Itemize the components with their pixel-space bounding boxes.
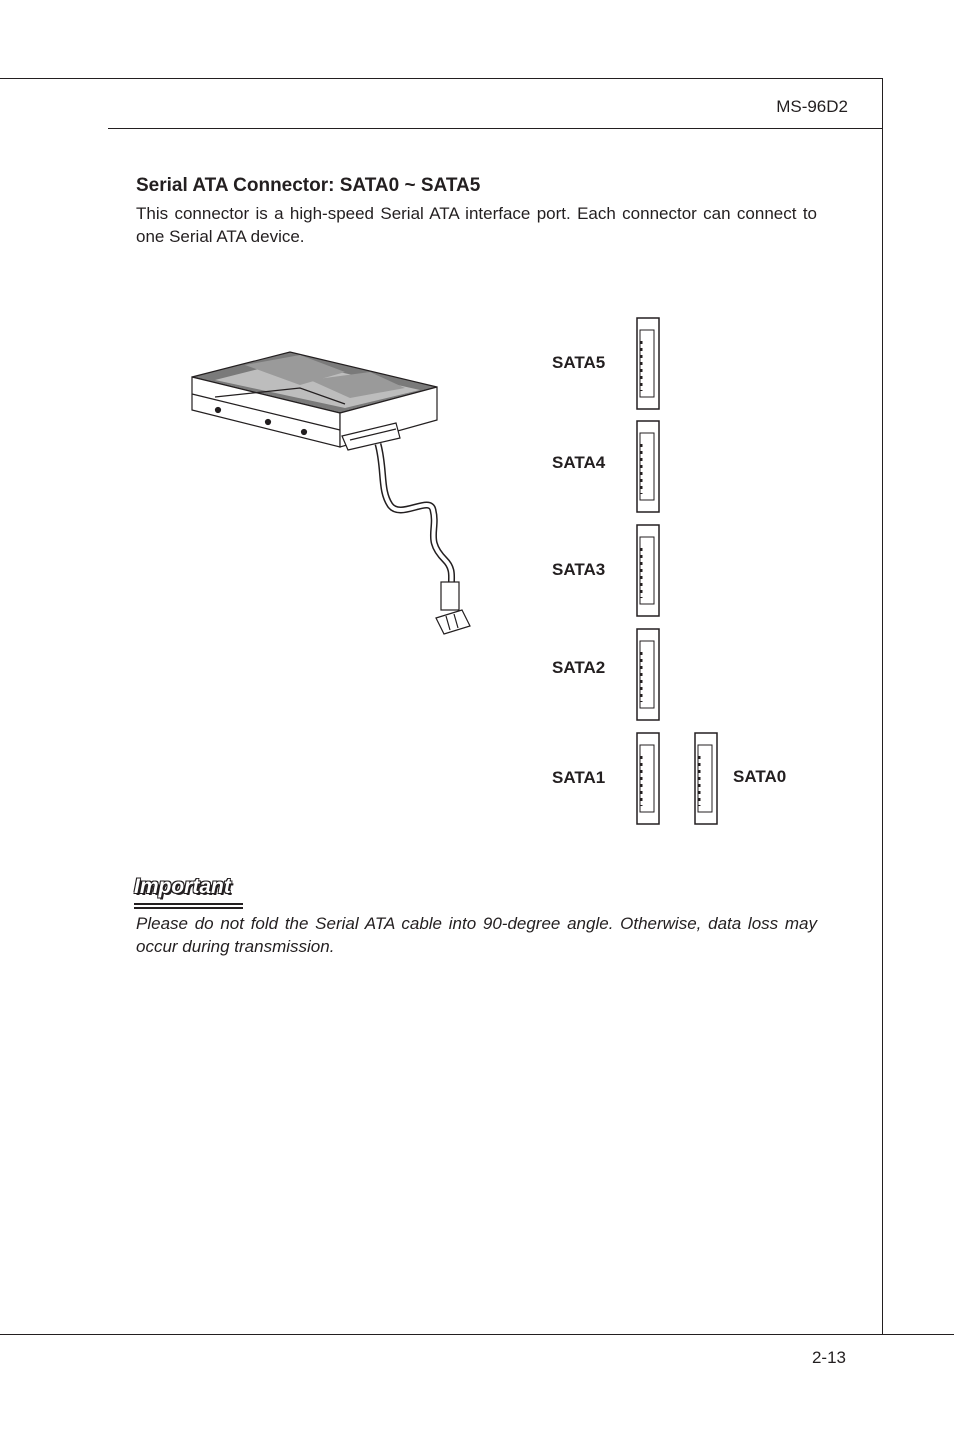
important-badge — [134, 875, 231, 899]
page-number: 2-13 — [811, 1348, 846, 1367]
section-description: This connector is a high-speed Serial ATA interface port. Each connector can connect to one Serial ATA device. — [136, 204, 817, 246]
sata1-label: SATA1 — [552, 768, 606, 787]
important-underline-1 — [134, 903, 243, 905]
model-number: MS-96D2 — [776, 97, 848, 116]
sata4-label: SATA4 — [552, 453, 606, 472]
section-title: Serial ATA Connector: SATA0 ~ SATA5 — [136, 175, 481, 196]
sata2-connector — [637, 629, 659, 720]
important-label: Important — [134, 875, 231, 898]
important-note: Please do not fold the Serial ATA cable into 90-degree angle. Otherwise, data loss may occur during transmission. — [136, 914, 817, 956]
sata4-connector — [637, 421, 659, 512]
sata1-connector — [637, 733, 659, 824]
sata0-connector — [695, 733, 717, 824]
sata5-label: SATA5 — [552, 353, 606, 372]
sata3-connector — [637, 525, 659, 616]
important-underline-2 — [134, 907, 243, 909]
hard-drive-illustration — [192, 352, 470, 634]
sata3-label: SATA3 — [552, 560, 606, 579]
sata5-connector — [637, 318, 659, 409]
sata2-label: SATA2 — [552, 658, 606, 677]
sata0-label: SATA0 — [733, 767, 787, 786]
